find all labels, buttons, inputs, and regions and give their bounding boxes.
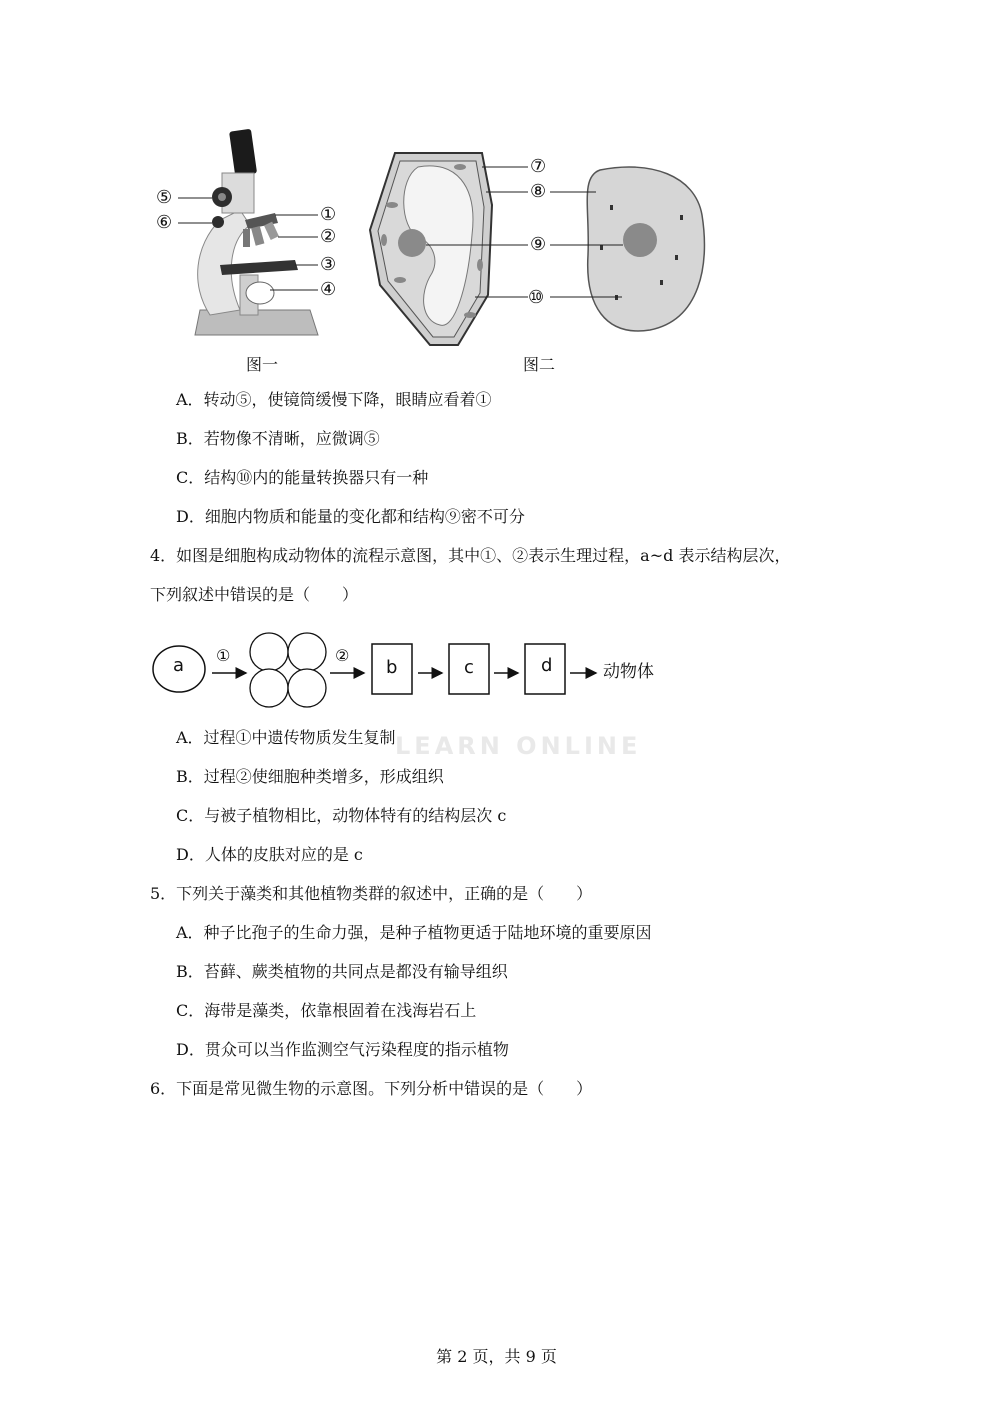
flow-step-2: ② <box>335 646 350 665</box>
page-footer: 第 2 页，共 9 页 <box>436 1347 557 1366</box>
fig1-label-1: ① <box>320 204 337 225</box>
fig2-label-7: ⑦ <box>530 156 547 177</box>
q3-option-b: B．若物像不清晰，应微调⑤ <box>176 429 380 448</box>
flow-node-d: d <box>541 655 553 676</box>
fig2-label-8: ⑧ <box>530 181 547 202</box>
q5-stem: 5．下列关于藻类和其他植物类群的叙述中，正确的是（ ） <box>150 884 593 903</box>
flow-diagram <box>150 628 670 712</box>
q4-option-b: B．过程②使细胞种类增多，形成组织 <box>176 767 444 786</box>
q3-option-d: D．细胞内物质和能量的变化都和结构⑨密不可分 <box>176 507 525 526</box>
flow-node-c: c <box>464 657 474 678</box>
fig1-label-5: ⑤ <box>156 187 173 208</box>
fig2-label-10: ⑩ <box>528 287 545 308</box>
watermark: LEARN ONLINE <box>395 732 642 760</box>
q5-option-c: C．海带是藻类，依靠根固着在浅海岩石上 <box>176 1001 477 1020</box>
q5-option-d: D．贯众可以当作监测空气污染程度的指示植物 <box>176 1040 509 1059</box>
q6-stem: 6．下面是常见微生物的示意图。下列分析中错误的是（ ） <box>150 1079 593 1098</box>
q4-stem-line1: 4．如图是细胞构成动物体的流程示意图，其中①、②表示生理过程，a~d 表示结构层次， <box>150 546 791 565</box>
q3-option-c: C．结构⑩内的能量转换器只有一种 <box>176 468 429 487</box>
fig2-caption: 图二 <box>523 355 556 374</box>
fig1-caption: 图一 <box>246 355 279 374</box>
flow-end-animal: 动物体 <box>603 662 654 682</box>
q3-option-a: A．转动⑤，使镜筒缓慢下降，眼睛应看着① <box>176 390 492 409</box>
q4-option-a: A．过程①中遗传物质发生复制 <box>176 728 396 747</box>
q5-option-b: B．苔藓、蕨类植物的共同点是都没有输导组织 <box>176 962 508 981</box>
q4-option-d: D．人体的皮肤对应的是 c <box>176 845 363 864</box>
q5-option-a: A．种子比孢子的生命力强，是种子植物更适于陆地环境的重要原因 <box>176 923 652 942</box>
fig1-label-2: ② <box>320 226 337 247</box>
flow-step-1: ① <box>216 646 231 665</box>
q4-option-c: C．与被子植物相比，动物体特有的结构层次 c <box>176 806 507 825</box>
fig1-label-4: ④ <box>320 279 337 300</box>
flow-node-a: a <box>173 655 185 676</box>
fig2-label-9: ⑨ <box>530 234 547 255</box>
flow-node-b: b <box>386 657 398 678</box>
q4-stem-line2: 下列叙述中错误的是（ ） <box>150 585 359 604</box>
fig1-label-3: ③ <box>320 254 337 275</box>
fig1-label-6: ⑥ <box>156 212 173 233</box>
